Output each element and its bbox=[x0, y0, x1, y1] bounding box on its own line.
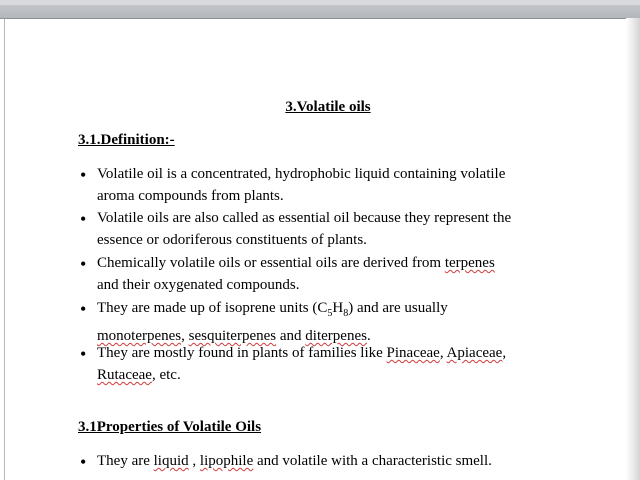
item-text: H bbox=[332, 300, 344, 316]
definition-item-1 bbox=[97, 163, 567, 207]
bullet-icon: • bbox=[80, 344, 87, 364]
spellcheck-word: sesquiterpenes bbox=[188, 328, 277, 344]
item-text: aroma compounds from plants. bbox=[97, 188, 284, 204]
item-text: Volatile oils are also called as essential oil because they represent the bbox=[97, 210, 512, 226]
bullet-icon: • bbox=[80, 299, 87, 319]
spellcheck-word: monoterpenes bbox=[97, 328, 182, 344]
definition-item-5 bbox=[97, 342, 567, 386]
document-title: 3.Volatile oils bbox=[285, 99, 371, 115]
spellcheck-word: lipophile bbox=[199, 453, 254, 469]
properties-heading: 3.1Properties of Volatile Oils bbox=[78, 419, 262, 435]
properties-item-1 bbox=[97, 450, 567, 472]
spellcheck-word: Apiaceae bbox=[446, 345, 503, 361]
definition-item-2 bbox=[97, 207, 567, 251]
bullet-icon: • bbox=[80, 254, 87, 274]
item-text: , bbox=[502, 345, 507, 361]
spellcheck-word: Rutaceae bbox=[97, 367, 152, 383]
item-text: They are mostly found in plants of families like bbox=[97, 345, 387, 361]
item-text: ) and are usually bbox=[348, 300, 448, 316]
definition-item-4 bbox=[97, 297, 567, 347]
item-text: They are bbox=[97, 453, 154, 469]
item-text: essence or odoriferous constituents of plants. bbox=[97, 232, 367, 248]
item-text: . bbox=[366, 328, 371, 344]
item-text: and their oxygenated compounds. bbox=[97, 277, 300, 293]
spellcheck-word: terpenes bbox=[444, 255, 495, 271]
bullet-icon: • bbox=[80, 452, 87, 472]
item-text: Volatile oil is a concentrated, hydrophobic liquid containing volatile bbox=[97, 166, 506, 182]
subscript: 8 bbox=[343, 308, 349, 319]
definition-heading: 3.1.Definition:- bbox=[78, 132, 175, 148]
item-text: , bbox=[188, 453, 200, 469]
item-text: , bbox=[181, 328, 189, 344]
item-text: , bbox=[439, 345, 447, 361]
spellcheck-word: diterpenes bbox=[305, 328, 367, 344]
definition-item-3 bbox=[97, 252, 567, 296]
item-text: and bbox=[276, 328, 306, 344]
item-text: They are made up of isoprene units (C bbox=[97, 300, 328, 316]
item-text: Chemically volatile oils or essential oils are derived from bbox=[97, 255, 445, 271]
item-text: , etc. bbox=[151, 367, 181, 383]
spellcheck-word: liquid bbox=[153, 453, 189, 469]
spellcheck-word: Pinaceae bbox=[386, 345, 440, 361]
bullet-icon: • bbox=[80, 209, 87, 229]
item-text: and volatile with a characteristic smell. bbox=[253, 453, 492, 469]
subscript: 5 bbox=[327, 308, 333, 319]
bullet-icon: • bbox=[80, 165, 87, 185]
